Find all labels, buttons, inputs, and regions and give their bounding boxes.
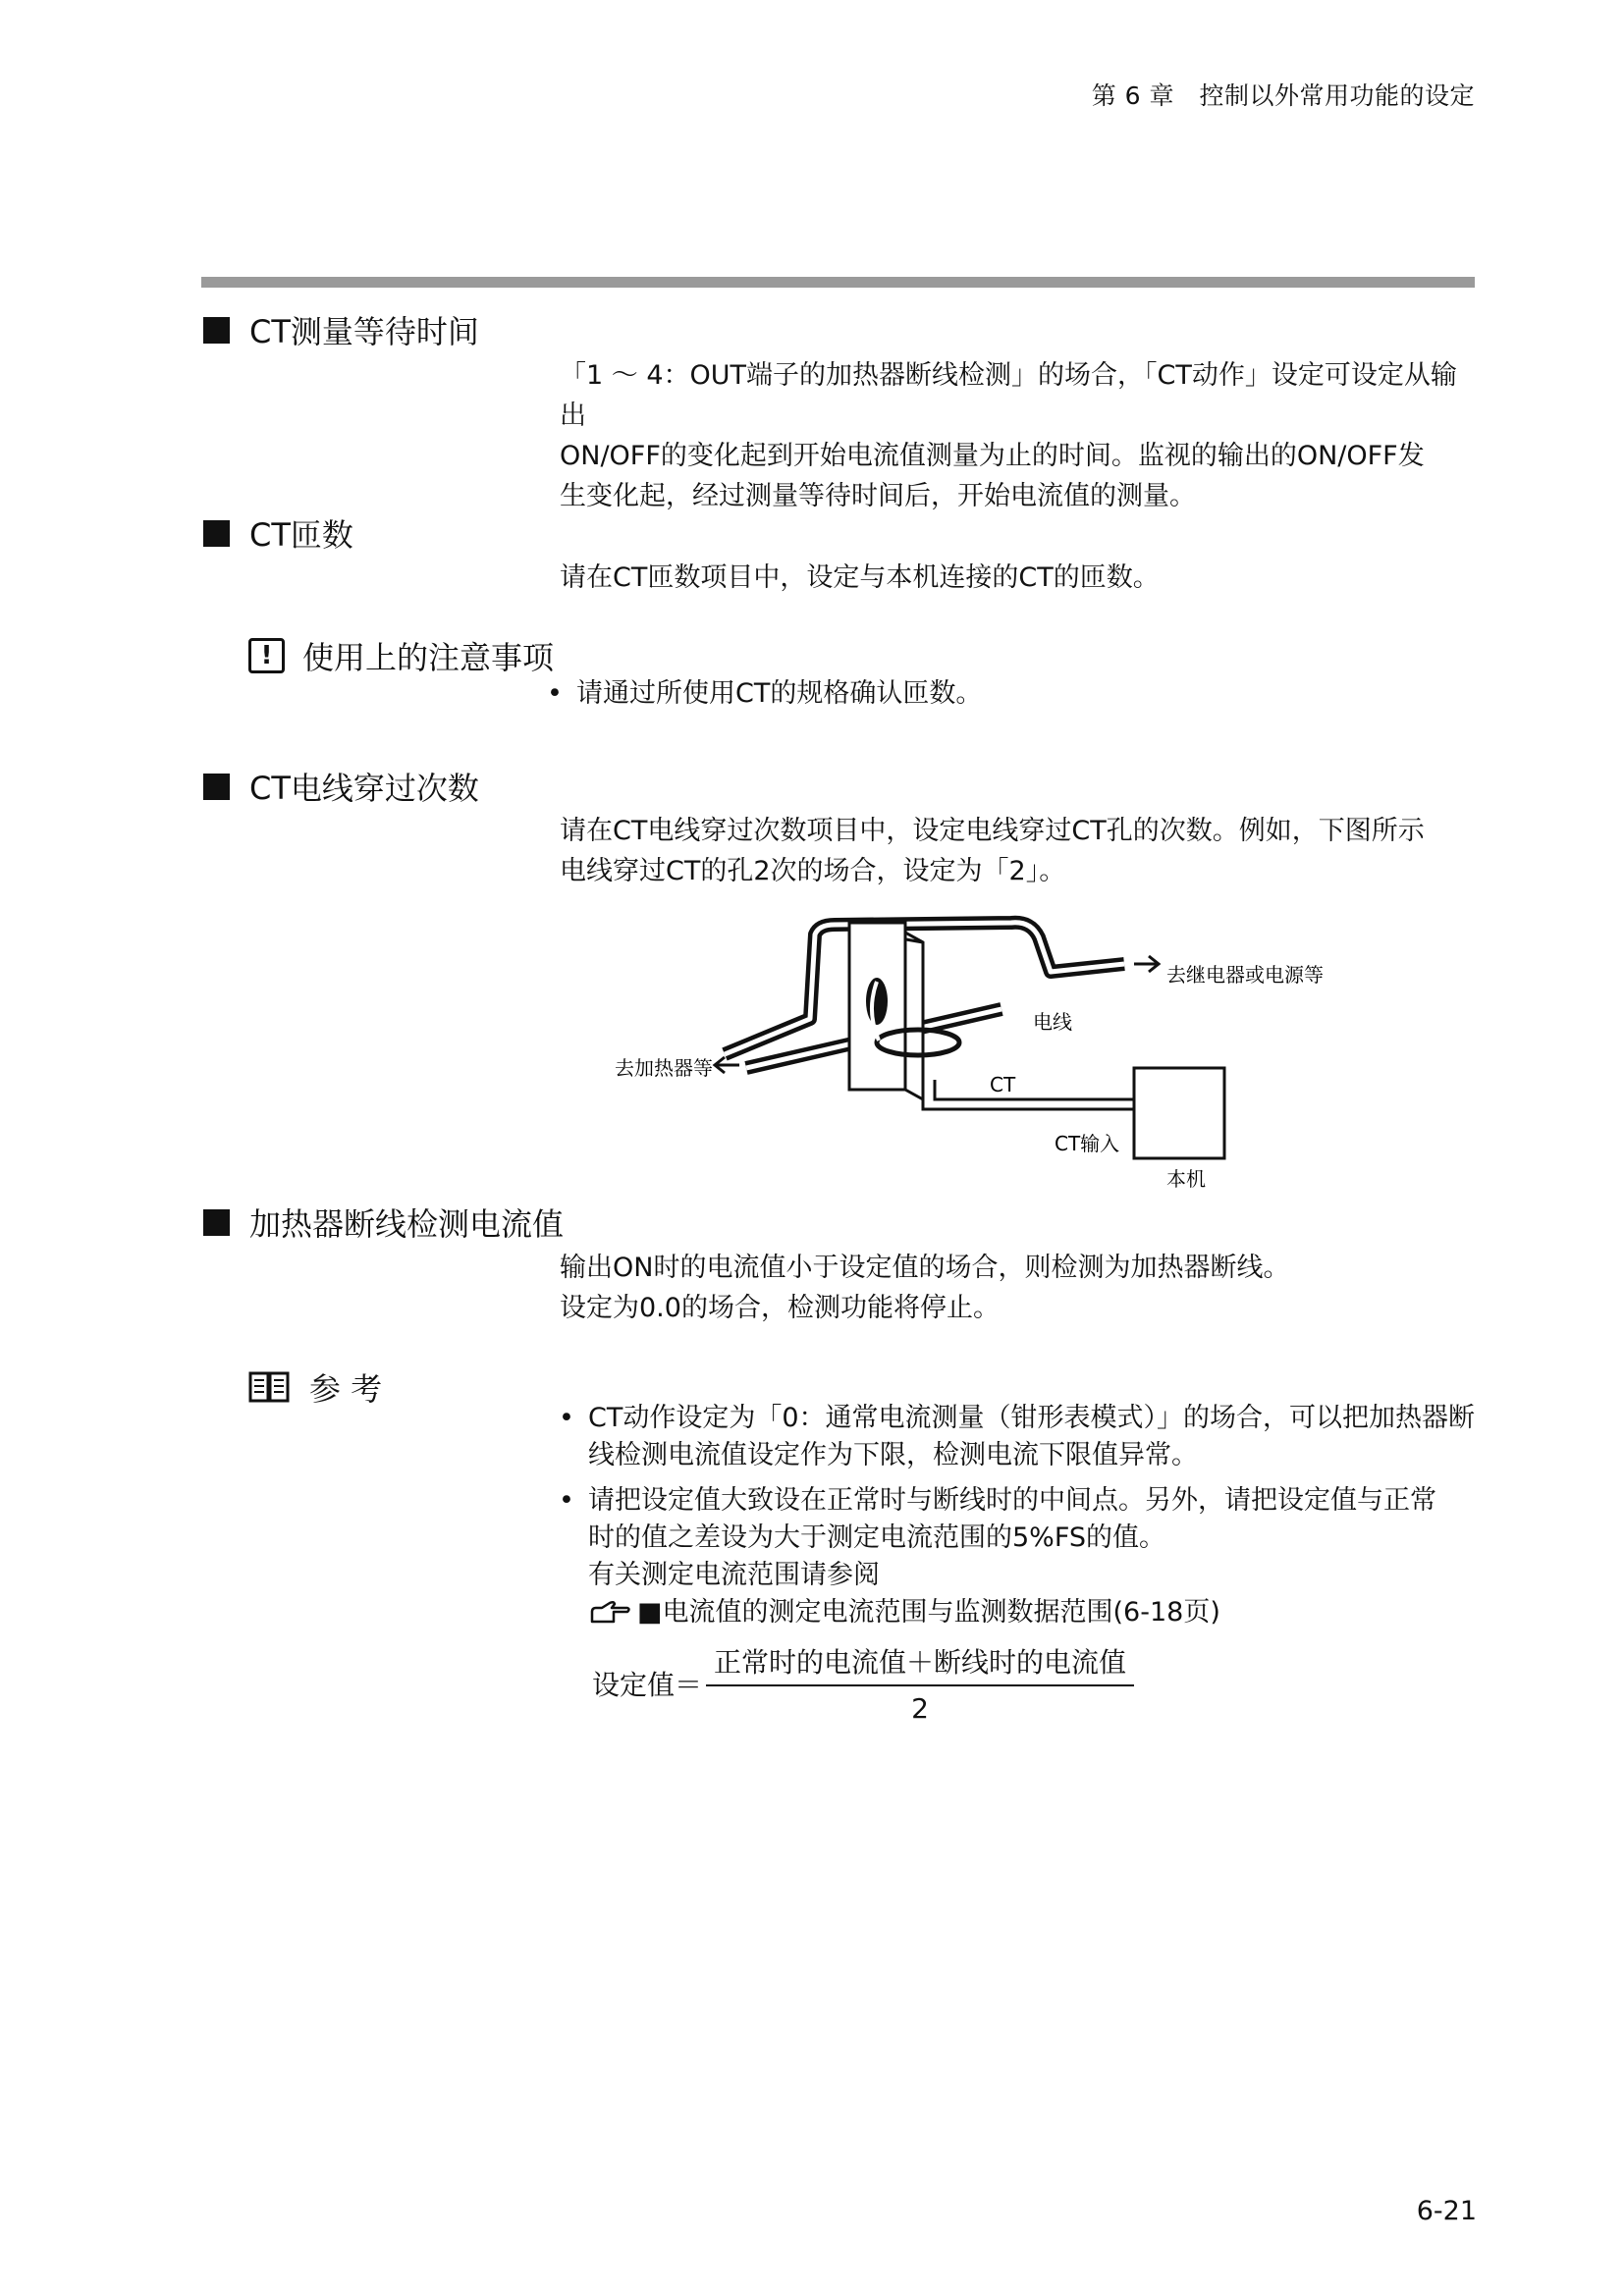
section-title: CT电线穿过次数 (249, 770, 479, 807)
warning-icon: ! (248, 638, 285, 673)
section-heading-ct-count (203, 510, 353, 556)
ct-lead-inner (935, 1080, 1134, 1099)
ct-block-side (905, 933, 923, 1099)
square-bullet-icon (203, 1209, 230, 1236)
paragraph-line: 「1 ～ 4：OUT端子的加热器断线检测」的场合，「CT动作」设定可设定从输出 (560, 360, 1457, 431)
section-body-ct-wait (560, 355, 1483, 516)
unit-box (1134, 1068, 1224, 1158)
caution-item: • 请通过所使用CT的规格确认匝数。 (545, 675, 1429, 713)
paragraph-line: 电线穿过CT的孔2次的场合，设定为「2」。 (560, 856, 1066, 886)
label-ct: CT (990, 1073, 1016, 1096)
ct-wiring-diagram (550, 903, 1355, 1198)
caution-list (545, 675, 1429, 721)
formula-fraction (706, 1641, 1134, 1725)
section-body-heater-current (560, 1248, 1483, 1328)
caution-heading (248, 633, 554, 678)
section-body-ct-wire (560, 811, 1483, 891)
paragraph-line: 请在CT匝数项目中，设定与本机连接的CT的匝数。 (560, 562, 1160, 593)
arrow-right-icon (1134, 956, 1159, 972)
pointing-hand-icon (588, 1600, 631, 1626)
page-number: 6-21 (1416, 2196, 1477, 2226)
reference-item-line: • 请把设定值大致设在正常时与断线时的中间点。另外，请把设定值与正常 (588, 1485, 1436, 1516)
paragraph-line: 生变化起，经过测量等待时间后，开始电流值的测量。 (560, 481, 1196, 511)
section-heading-heater-current (203, 1200, 564, 1245)
reference-item-line: • CT动作设定为「0：通常电流测量（钳形表模式）」的场合，可以把加热器断 (588, 1403, 1476, 1433)
section-heading-ct-wire (203, 764, 479, 809)
formula-left: 设定值＝ (592, 1668, 703, 1701)
formula (592, 1641, 1134, 1725)
label-ct-input: CT输入 (1055, 1132, 1120, 1155)
reference-item-line: 线检测电流值设定作为下限，检测电流下限值异常。 (588, 1440, 1198, 1470)
square-bullet-icon (203, 774, 230, 800)
paragraph-line: 设定为0.0的场合，检测功能将停止。 (560, 1293, 1000, 1323)
reference-item-line: 时的值之差设为大于测定电流范围的5%FS的值。 (588, 1522, 1166, 1553)
book-icon (248, 1369, 290, 1405)
reference-item (557, 1482, 1489, 1631)
label-unit: 本机 (1166, 1167, 1206, 1191)
reference-link-row (588, 1594, 1489, 1631)
top-divider (201, 277, 1475, 288)
section-title: CT测量等待时间 (249, 313, 479, 350)
formula-denominator: 2 (911, 1692, 929, 1725)
reference-body (557, 1400, 1489, 1639)
section-heading-ct-wait (203, 307, 479, 352)
square-bullet-icon (203, 520, 230, 547)
label-relay: 去继电器或电源等 (1166, 963, 1324, 987)
section-title: 加热器断线检测电流值 (249, 1205, 565, 1243)
reference-title: 参 考 (309, 1370, 383, 1408)
square-bullet-icon (203, 317, 230, 344)
ct-lead-outer (923, 1070, 1134, 1109)
formula-numerator: 正常时的电流值＋断线时的电流值 (706, 1641, 1134, 1686)
reference-item (557, 1400, 1489, 1474)
reference-heading (248, 1364, 382, 1410)
reference-sub-text: 有关测定电流范围请参阅 (588, 1560, 880, 1590)
section-body-ct-count (560, 558, 1483, 598)
reference-link[interactable]: ■电流值的测定电流范围与监测数据范围(6-18页) (637, 1597, 1220, 1628)
section-title: CT匝数 (249, 516, 353, 554)
label-wire: 电线 (1033, 1010, 1072, 1034)
paragraph-line: 输出ON时的电流值小于设定值的场合，则检测为加热器断线。 (560, 1253, 1290, 1283)
label-heater: 去加热器等 (615, 1056, 713, 1080)
paragraph-line: 请在CT电线穿过次数项目中，设定电线穿过CT孔的次数。例如，下图所示 (560, 816, 1425, 846)
running-header: 第 6 章 控制以外常用功能的设定 (1091, 81, 1475, 110)
paragraph-line: ON/OFF的变化起到开始电流值测量为止的时间。监视的输出的ON/OFF发 (560, 441, 1425, 471)
caution-title: 使用上的注意事项 (302, 639, 555, 676)
